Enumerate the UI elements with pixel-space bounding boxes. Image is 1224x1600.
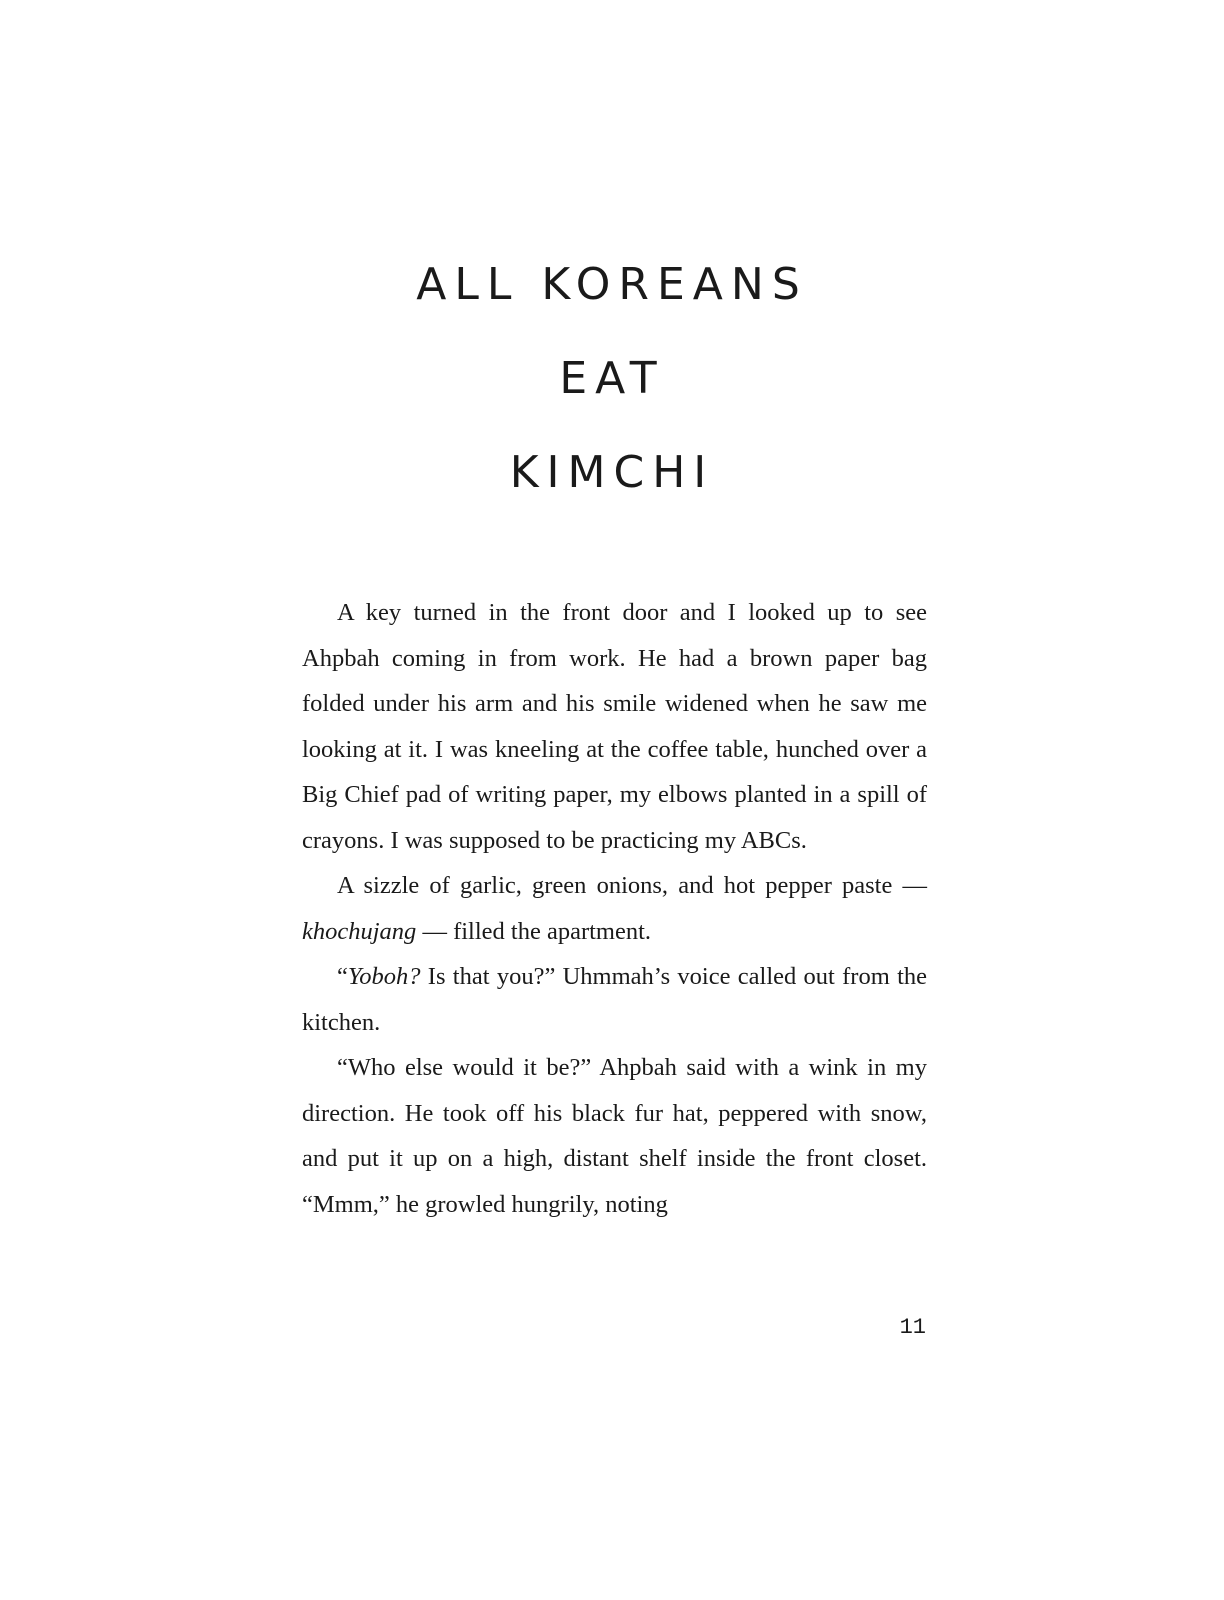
chapter-title-line-2: EAT bbox=[559, 353, 665, 404]
paragraph-2-text-b: — filled the apartment. bbox=[416, 917, 652, 945]
paragraph-1 bbox=[302, 590, 927, 863]
paragraph-2 bbox=[302, 863, 927, 954]
page-number: 11 bbox=[899, 1315, 926, 1340]
chapter-body bbox=[302, 590, 927, 1227]
paragraph-3 bbox=[302, 954, 927, 1045]
paragraph-4-text: “Who else would it be?” Ahpbah said with a wink in my direction. He took off his black fur hat, peppered with snow, and put it up on a high, distant shelf inside the front closet. “Mmm,” he growled hungrily, noting bbox=[302, 1054, 927, 1218]
paragraph-3-open-quote: “ bbox=[337, 963, 348, 990]
paragraph-2-italic-term: khochujang bbox=[302, 917, 417, 945]
paragraph-3-text: Is that you?” Uhmmah’s voice called out from the kitchen. bbox=[302, 963, 927, 1036]
paragraph-4 bbox=[302, 1045, 927, 1227]
paragraph-3-italic-term: Yoboh? bbox=[347, 963, 421, 990]
paragraph-2-text-a: A sizzle of garlic, green onions, and hot pepper paste — bbox=[337, 872, 927, 899]
chapter-title-line-3: KIMCHI bbox=[509, 447, 715, 498]
chapter-title-line-1: ALL KOREANS bbox=[416, 259, 808, 310]
chapter-title bbox=[0, 238, 1224, 520]
paragraph-1-text: A key turned in the front door and I looked up to see Ahpbah coming in from work. He had a brown paper bag folded under his arm and his smile widened when he saw me looking at it. I was kneeling at the coffee table, hunched over a Big Chief pad of writing paper, my elbows planted in a spill of crayons. I was supposed to be practicing my ABCs. bbox=[302, 599, 927, 854]
